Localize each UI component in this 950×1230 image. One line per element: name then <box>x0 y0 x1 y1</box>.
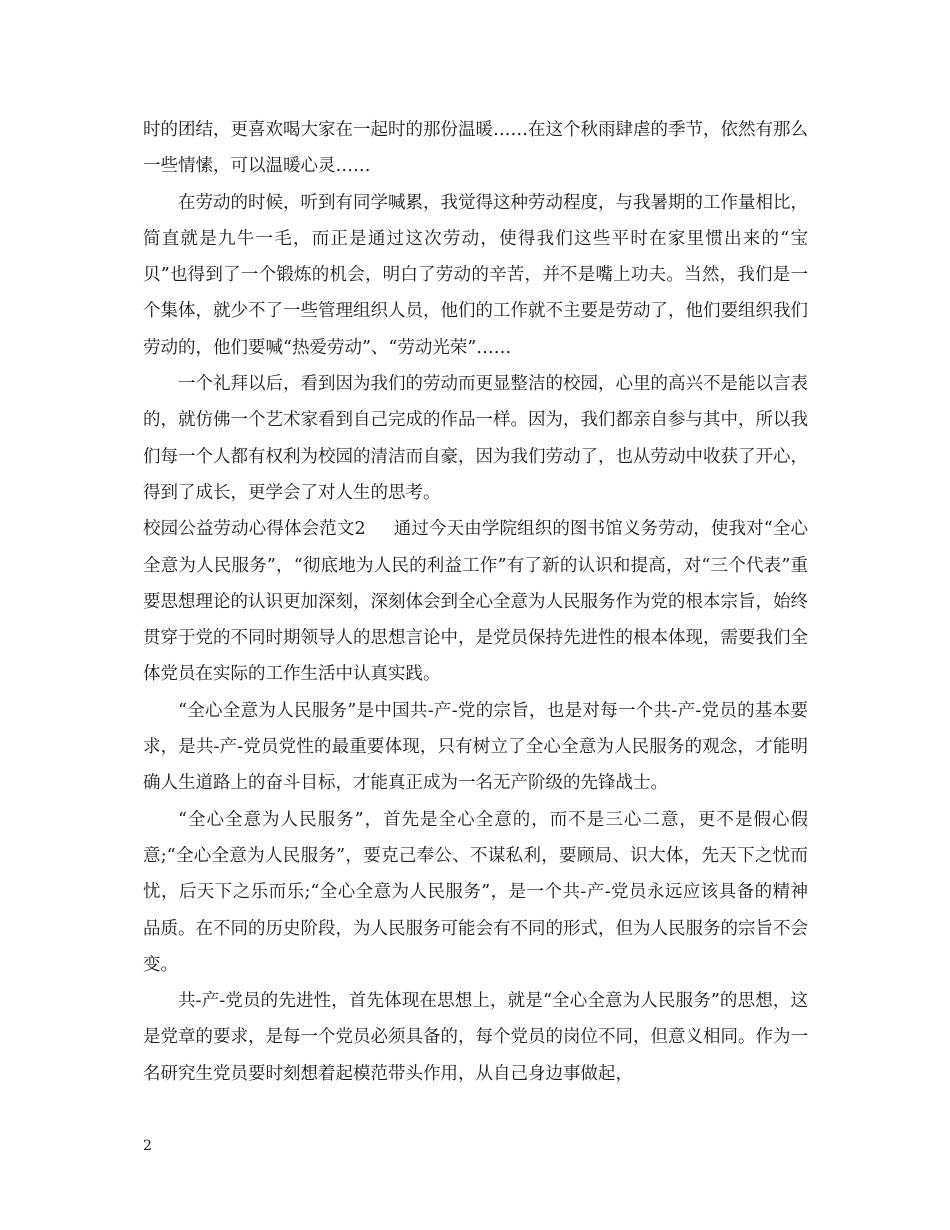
paragraph-sample-2 <box>143 511 808 692</box>
page-number: 2 <box>143 1138 152 1154</box>
paragraph-text: 通过今天由学院组织的图书馆义务劳动，使我对“全心全意为人民服务”，“彻底地为人民的利益工作”有了新的认识和提高，对“三个代表”重要思想理论的认识更加深刻，深刻体会到全心全意为人民服务作为党的根本宗旨，始终贯穿于党的不同时期领导人的思想言论中，是党员保持先进性的根本体现，需要我们全体党员在实际的工作生活中认真实践。 <box>143 519 808 685</box>
paragraph-wholehearted <box>143 802 808 983</box>
paragraph-campus-clean <box>143 366 808 511</box>
paragraph-text: 在劳动的时候，听到有同学喊累，我觉得这种劳动程度，与我暑期的工作量相比，简直就是九牛一毛，而正是通过这次劳动，使得我们这些平时在家里惯出来的“宝贝”也得到了一个锻炼的机会，明白了劳动的辛苦，并不是嘴上功夫。当然，我们是一个集体，就少不了一些管理组织人员，他们的工作就不主要是劳动了，他们要组织我们劳动的，他们要喊“热爱劳动”、“劳动光荣”…… <box>143 192 808 358</box>
paragraph-text: “全心全意为人民服务”，首先是全心全意的，而不是三心二意，更不是假心假意;“全心全意为人民服务”，要克己奉公、不谋私利，要顾局、识大体，先天下之忧而忧，后天下之乐而乐;“全心全意为人民服务”，是一个共-产-党员永远应该具备的精神品质。在不同的历史阶段，为人民服务可能会有不同的形式，但为人民服务的宗旨不会变。 <box>143 809 808 975</box>
paragraph-party-purpose <box>143 693 808 802</box>
paragraph-labor-experience <box>143 185 808 366</box>
paragraph-text: 共-产-党员的先进性，首先体现在思想上，就是“全心全意为人民服务”的思想，这是党章的要求，是每一个党员必须具备的，每个党员的岗位不同，但意义相同。作为一名研究生党员要时刻想着起模范带头作用，从自己身边事做起， <box>143 991 808 1084</box>
section-heading: 校园公益劳动心得体会范文2 <box>143 519 366 540</box>
paragraph-text: 时的团结，更喜欢喝大家在一起时的那份温暖……在这个秋雨肆虐的季节，依然有那么一些情愫，可以温暖心灵…… <box>143 120 808 177</box>
paragraph-advanced-nature <box>143 983 808 1092</box>
paragraph-text: 一个礼拜以后，看到因为我们的劳动而更显整洁的校园，心里的高兴不是能以言表的，就仿佛一个艺术家看到自己完成的作品一样。因为，我们都亲自参与其中，所以我们每一个人都有权利为校园的清洁而自豪，因为我们劳动了，也从劳动中收获了开心，得到了成长，更学会了对人生的思考。 <box>143 374 808 503</box>
document-body <box>143 112 808 1092</box>
paragraph-continuation <box>143 112 808 185</box>
paragraph-text: “全心全意为人民服务”是中国共-产-党的宗旨，也是对每一个共-产-党员的基本要求，是共-产-党员党性的最重要体现，只有树立了全心全意为人民服务的观念，才能明确人生道路上的奋斗目标，才能真正成为一名无产阶级的先锋战士。 <box>143 700 808 794</box>
